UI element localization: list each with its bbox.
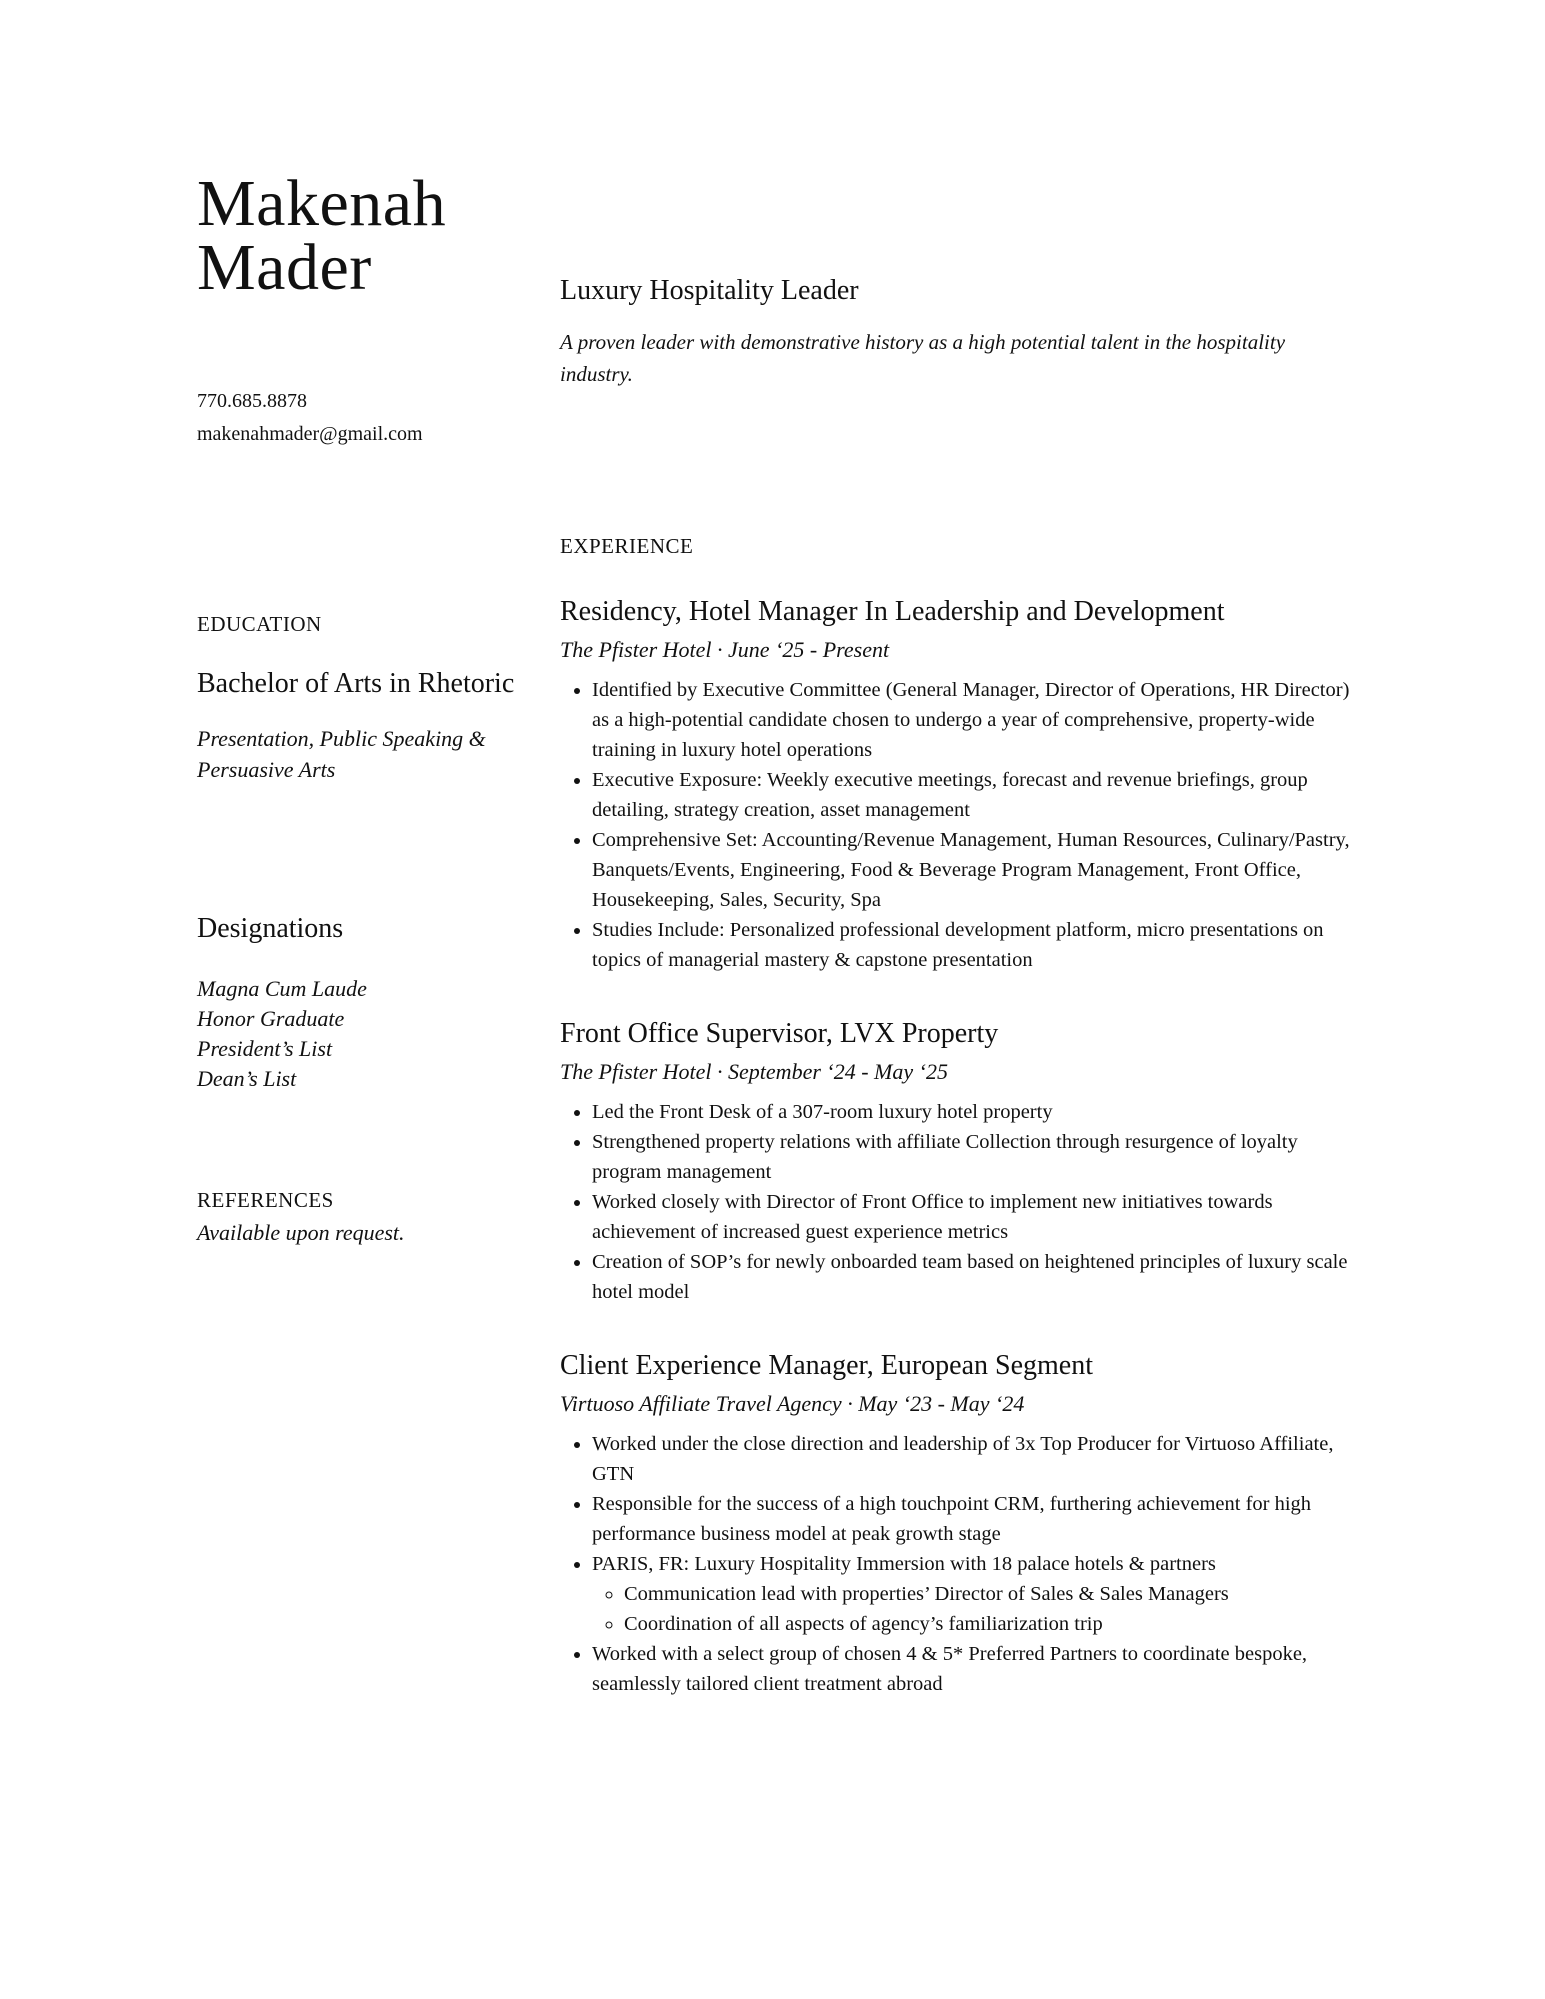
job-sub-bullet: ◦ Communication lead with properties’ Director of Sales & Sales Managers <box>624 1579 1350 1609</box>
job-bullets <box>560 1429 1350 1699</box>
job-bullet: • Worked closely with Director of Front Office to implement new initiatives towards achievement of increased guest experience metrics <box>592 1187 1350 1247</box>
professional-headline: Luxury Hospitality Leader <box>560 275 859 306</box>
last-name: Mader <box>197 231 372 304</box>
contact-info <box>197 385 423 451</box>
experience-label: EXPERIENCE <box>560 534 694 558</box>
job-bullet-text: PARIS, FR: Luxury Hospitality Immersion with 18 palace hotels & partners <box>592 1553 1216 1575</box>
job-meta: Virtuoso Affiliate Travel Agency · May ‘23 - May ‘24 <box>560 1391 1025 1416</box>
job-bullets <box>560 675 1350 975</box>
job-entry <box>560 595 1350 975</box>
job-bullet: • Worked with a select group of chosen 4 & 5* Preferred Partners to coordinate bespoke, seamlessly tailored client treatment abroad <box>592 1639 1350 1699</box>
job-bullet <box>592 1549 1350 1639</box>
designation-item: Dean’s List <box>197 1066 297 1091</box>
job-title: Client Experience Manager, European Segment <box>560 1350 1094 1381</box>
job-bullet: • Comprehensive Set: Accounting/Revenue Management, Human Resources, Culinary/Pastry, Banquets/Events, Engineering, Food & Beverage Program Management, Front Office, Housekeeping, Sales, Security, Spa <box>592 825 1350 915</box>
designation-item: President’s List <box>197 1036 333 1061</box>
job-bullet: • Strengthened property relations with affiliate Collection through resurgence of loyalty program management <box>592 1127 1350 1187</box>
job-entry <box>560 1349 1350 1699</box>
degree-detail: Presentation, Public Speaking & Persuasive Arts <box>197 726 486 782</box>
job-bullet: • Creation of SOP’s for newly onboarded team based on heightened principles of luxury scale hotel model <box>592 1247 1350 1307</box>
designation-item: Honor Graduate <box>197 1006 345 1031</box>
designations-section <box>197 912 517 1094</box>
phone-number: 770.685.8878 <box>197 390 307 412</box>
job-meta: The Pfister Hotel · September ‘24 - May ‘25 <box>560 1059 948 1084</box>
references-section <box>197 1188 517 1248</box>
job-meta: The Pfister Hotel · June ‘25 - Present <box>560 637 890 662</box>
references-note: Available upon request. <box>197 1220 405 1245</box>
job-sub-bullets <box>592 1579 1350 1639</box>
job-bullet: • Studies Include: Personalized professional development platform, micro presentations on topics of managerial mastery & capstone presentation <box>592 915 1350 975</box>
job-bullet: • Worked under the close direction and leadership of 3x Top Producer for Virtuoso Affiliate, GTN <box>592 1429 1350 1489</box>
job-title: Front Office Supervisor, LVX Property <box>560 1018 999 1049</box>
education-section <box>197 612 517 785</box>
designations-list <box>197 974 517 1094</box>
email-address: makenahmader@gmail.com <box>197 423 423 445</box>
job-entry <box>560 1017 1350 1307</box>
designations-title: Designations <box>197 913 344 944</box>
job-bullet: • Identified by Executive Committee (General Manager, Director of Operations, HR Director) as a high-potential candidate chosen to undergo a year of comprehensive, property-wide training in luxury hotel operations <box>592 675 1350 765</box>
references-label: REFERENCES <box>197 1188 334 1212</box>
job-bullet: • Executive Exposure: Weekly executive meetings, forecast and revenue briefings, group detailing, strategy creation, asset management <box>592 765 1350 825</box>
first-name: Makenah <box>197 167 447 240</box>
job-title: Residency, Hotel Manager In Leadership and Development <box>560 596 1225 627</box>
job-sub-bullet: ◦ Coordination of all aspects of agency’s familiarization trip <box>624 1609 1350 1639</box>
job-bullet: • Responsible for the success of a high touchpoint CRM, furthering achievement for high performance business model at peak growth stage <box>592 1489 1350 1549</box>
education-label: EDUCATION <box>197 612 322 636</box>
job-bullet: • Led the Front Desk of a 307-room luxury hotel property <box>592 1097 1350 1127</box>
professional-summary: A proven leader with demonstrative history as a high potential talent in the hospitality industry. <box>560 330 1286 386</box>
designation-item: Magna Cum Laude <box>197 976 367 1001</box>
candidate-name <box>197 167 447 304</box>
job-bullets <box>560 1097 1350 1307</box>
experience-list <box>560 595 1350 1741</box>
degree-title: Bachelor of Arts in Rhetoric <box>197 668 515 699</box>
